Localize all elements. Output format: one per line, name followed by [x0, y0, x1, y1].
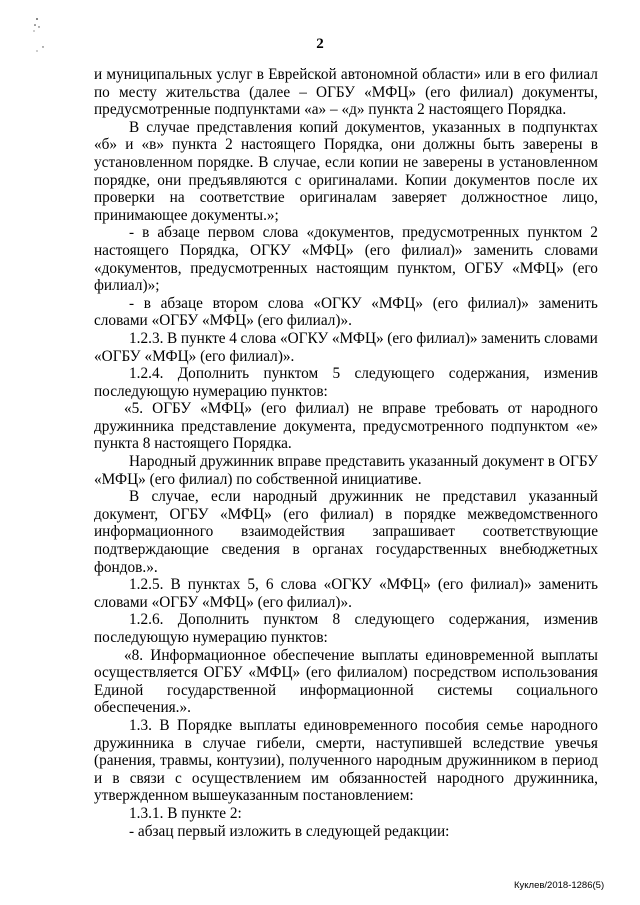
text-line: утвержденном вышеуказанным постановлением:: [94, 787, 414, 805]
text-line: установленном порядке. В случае, если копии не заверены в установленном: [94, 153, 598, 171]
text-line: - в абзаце втором слова «ОГКУ «МФЦ» (его филиал)» заменить: [129, 294, 598, 312]
footer-code: Куклев/2018-1286(5): [514, 880, 605, 891]
text-line: - абзац первый изложить в следующей редакции:: [129, 822, 450, 840]
text-line: «5. ОГБУ «МФЦ» (его филиал) не вправе требовать от народного: [124, 400, 598, 418]
text-line: предусмотренные подпунктами «а» – «д» пункта 2 настоящего Порядка.: [94, 101, 567, 119]
text-line: словами «ОГБУ «МФЦ» (его филиал)».: [94, 593, 352, 611]
text-line: 1.2.3. В пункте 4 слова «ОГКУ «МФЦ» (его филиал)» заменить словами: [129, 329, 598, 347]
text-line: (ранения, травмы, контузии), полученного народным дружинником в период: [94, 752, 598, 770]
text-line: - в абзаце первом слова «документов, предусмотренных пунктом 2: [129, 224, 598, 242]
text-line: и в связи с осуществлением им обязанностей народного дружинника,: [94, 769, 598, 787]
text-line: «8. Информационное обеспечение выплаты единовременной выплаты: [124, 646, 598, 664]
text-line: обеспечения.».: [94, 699, 191, 717]
text-line: дружинника представление документа, предусмотренного подпунктом «е»: [94, 417, 598, 435]
document-body: [94, 66, 598, 840]
text-line: по месту жительства (далее – ОГБУ «МФЦ» (его филиал) документы,: [94, 83, 598, 101]
text-line: и муниципальных услуг в Еврейской автономной области» или в его филиал: [94, 66, 598, 83]
text-line: 1.2.5. В пунктах 5, 6 слова «ОГКУ «МФЦ» (его филиал)» заменить: [129, 576, 598, 594]
text-line: пункта 8 настоящего Порядка.: [94, 435, 292, 453]
text-line: документ, ОГБУ «МФЦ» (его филиал) в порядке межведомственного: [94, 505, 598, 523]
text-line: настоящего Порядка, ОГКУ «МФЦ» (его филиал)» заменить словами: [94, 241, 598, 259]
text-line: словами «ОГБУ «МФЦ» (его филиал)».: [94, 312, 352, 330]
text-line: последующую нумерацию пунктов:: [94, 629, 328, 646]
text-line: 1.3. В Порядке выплаты единовременного пособия семье народного: [129, 716, 598, 734]
text-line: проверки на соответствие оригиналам заверяет должностное лицо,: [94, 189, 598, 207]
text-line: Народный дружинник вправе представить указанный документ в ОГБУ: [129, 453, 598, 471]
text-line: филиал)»;: [94, 277, 160, 295]
text-line: «б» и «в» пункта 2 настоящего Порядка, они должны быть заверены в: [94, 136, 598, 154]
text-line: «ОГБУ «МФЦ» (его филиал)».: [94, 347, 295, 365]
text-line: «МФЦ» (его филиал) по собственной инициативе.: [94, 470, 422, 488]
text-line: фондов.».: [94, 558, 158, 576]
text-line: 1.2.4. Дополнить пунктом 5 следующего содержания, изменив: [129, 365, 598, 383]
text-line: принимающее документы.»;: [94, 206, 279, 224]
text-line: последующую нумерацию пунктов:: [94, 382, 328, 400]
text-line: Единой государственной информационной системы социального: [94, 681, 598, 699]
text-line: осуществляется ОГБУ «МФЦ» (его филиалом) посредством использования: [94, 664, 598, 682]
text-line: В случае представления копий документов, указанных в подпунктах: [129, 118, 598, 136]
text-line: «документов, предусмотренных настоящим пунктом, ОГБУ «МФЦ» (его: [94, 259, 598, 277]
text-line: информационного взаимодействия запрашивает соответствующие: [94, 523, 598, 541]
text-line: 1.3.1. В пункте 2:: [129, 804, 242, 822]
text-line: 1.2.6. Дополнить пунктом 8 следующего содержания, изменив: [129, 611, 598, 629]
text-line: порядке, они предъявляются с оригиналами. Копии документов после их: [94, 171, 598, 189]
text-line: дружинника в случае гибели, смерти, наступившей вследствие увечья: [94, 734, 598, 752]
text-line: В случае, если народный дружинник не представил указанный: [129, 488, 598, 506]
page-number: 2: [316, 36, 324, 52]
text-line: подтверждающие сведения в органах государственных внебюджетных: [94, 541, 598, 559]
